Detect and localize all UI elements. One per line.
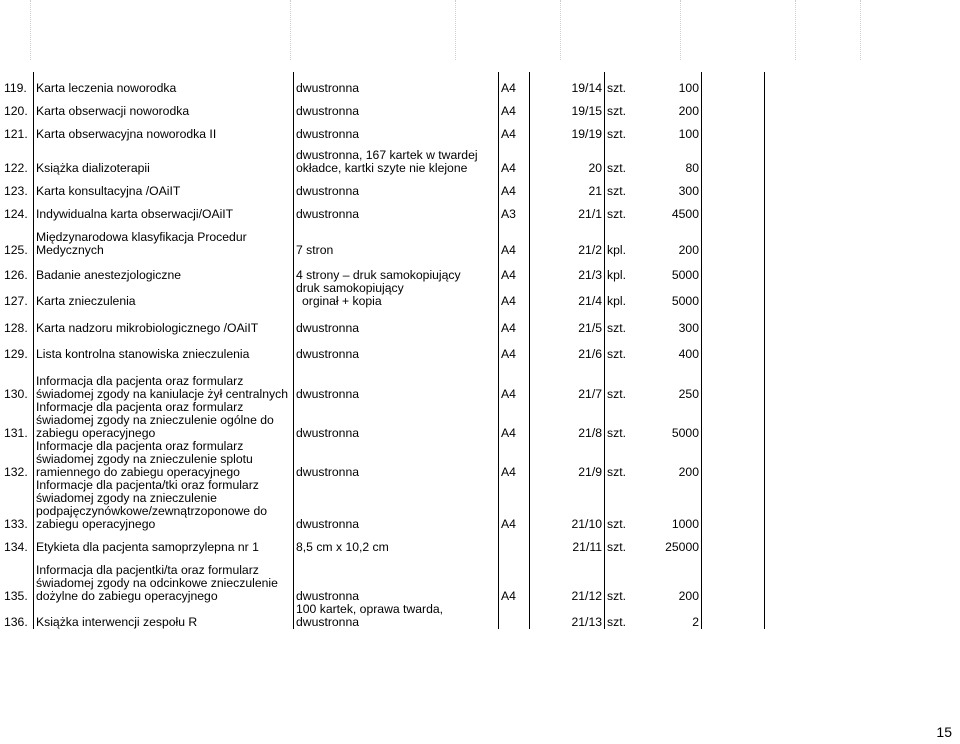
print-spec-text: dwustronna [296,184,360,198]
dotted-guide [290,0,291,60]
quantity: 250 [637,361,702,401]
print-spec-text: dwustronna [296,589,360,603]
empty-cell [765,554,830,603]
table-row [2,141,829,175]
row-number: 130. [2,361,34,401]
quantity: 5000 [637,257,702,282]
print-spec [294,479,499,531]
print-spec-text: 7 stron [296,243,334,257]
empty-cell [702,141,765,175]
row-number: 119. [2,72,34,95]
row-number: 134. [2,531,34,554]
form-code: 21/13 [530,603,605,629]
form-name: Informacje dla pacjenta/tki oraz formularz świadomej zgody na znieczulenie podpajęczynówkowe/zewnątrzoponowe do zabiegu operacyjnego [34,479,294,531]
empty-cell [765,175,830,198]
form-name: Informacje dla pacjenta oraz formularz świadomej zgody na znieczulenie splotu ramiennego do zabiegu operacyjnego [34,440,294,479]
print-spec-text: 100 kartek, oprawa twarda, dwustronna [296,602,444,629]
print-spec [294,221,499,257]
page-number: 15 [936,724,952,740]
print-spec-text: dwustronna [296,517,360,531]
print-spec-text: dwustronna [296,321,360,335]
form-name: Karta obserwacji noworodka [34,95,294,118]
table-row [2,72,829,95]
table-row [2,95,829,118]
quantity: 80 [637,141,702,175]
dotted-guide [560,0,561,60]
print-spec [294,175,499,198]
empty-cell [702,118,765,141]
row-number: 131. [2,401,34,440]
dotted-guide [30,0,31,60]
unit: szt. [607,615,626,629]
empty-cell [702,401,765,440]
table-row [2,335,829,361]
table-row [2,440,829,479]
unit: kpl. [607,294,626,308]
print-spec [294,118,499,141]
row-number: 122. [2,141,34,175]
print-spec-text: dwustronna [296,127,360,141]
form-code: 21/7 [530,361,605,401]
row-number: 136. [2,603,34,629]
form-name: Książka dializoterapii [34,141,294,175]
paper-format: A4 [499,72,530,95]
form-name: Karta konsultacyjna /OAiIT [34,175,294,198]
table-row [2,554,829,603]
dotted-guide [680,0,681,60]
unit: szt. [607,589,626,603]
print-spec [294,282,499,308]
empty-cell [702,198,765,221]
print-spec-text: dwustronna [296,465,360,479]
row-number: 121. [2,118,34,141]
dotted-guide [795,0,796,60]
forms-table [2,72,829,629]
unit: szt. [607,347,626,361]
print-spec-text: dwustronna [296,81,360,95]
paper-format: A4 [499,308,530,335]
paper-format: A4 [499,335,530,361]
quantity: 2 [637,603,702,629]
print-spec [294,554,499,603]
empty-cell [702,531,765,554]
form-code: 21/4 [530,282,605,308]
paper-format: A4 [499,257,530,282]
form-code: 19/19 [530,118,605,141]
row-number: 127. [2,282,34,308]
table-row [2,603,829,629]
unit: szt. [607,127,626,141]
table-row [2,175,829,198]
print-spec [294,257,499,282]
form-name: Międzynarodowa klasyfikacja Procedur Medycznych [34,221,294,257]
print-spec-text: dwustronna [296,347,360,361]
table-row [2,221,829,257]
form-code: 20 [530,141,605,175]
paper-format: A4 [499,401,530,440]
paper-format: A4 [499,440,530,479]
row-number: 129. [2,335,34,361]
form-name: Karta leczenia noworodka [34,72,294,95]
print-spec-text: dwustronna, 167 kartek w twardej okładce, kartki szyte nie klejone [296,148,478,175]
print-spec-text: 4 strony – druk samokopiujący [296,268,461,282]
quantity: 25000 [637,531,702,554]
table-row [2,479,829,531]
dotted-guide [455,0,456,60]
form-code: 21/9 [530,440,605,479]
empty-cell [702,361,765,401]
empty-cell [765,141,830,175]
empty-cell [702,554,765,603]
empty-cell [765,308,830,335]
row-number: 126. [2,257,34,282]
form-code: 21/10 [530,479,605,531]
empty-cell [702,282,765,308]
print-spec [294,603,499,629]
print-spec [294,141,499,175]
quantity: 300 [637,175,702,198]
quantity: 200 [637,95,702,118]
unit: szt. [607,426,626,440]
form-code: 21/8 [530,401,605,440]
form-code: 21/1 [530,198,605,221]
empty-cell [765,531,830,554]
quantity: 300 [637,308,702,335]
empty-cell [702,95,765,118]
unit: kpl. [607,268,626,282]
print-spec [294,531,499,554]
empty-cell [765,95,830,118]
print-spec [294,95,499,118]
table-row [2,282,829,308]
print-spec-text: dwustronna [296,104,360,118]
empty-cell [702,72,765,95]
table-row [2,118,829,141]
empty-cell [765,257,830,282]
row-number: 125. [2,221,34,257]
paper-format: A4 [499,118,530,141]
quantity: 200 [637,554,702,603]
print-spec [294,361,499,401]
empty-cell [765,282,830,308]
quantity: 100 [637,118,702,141]
form-code: 19/15 [530,95,605,118]
empty-cell [702,440,765,479]
table-row [2,531,829,554]
empty-cell [702,257,765,282]
dotted-guide [860,0,861,60]
unit: szt. [607,184,626,198]
quantity: 1000 [637,479,702,531]
empty-cell [765,335,830,361]
form-name: Informacja dla pacjenta oraz formularz świadomej zgody na kaniulacje żył centralnych [34,361,294,401]
form-name: Informacja dla pacjentki/ta oraz formularz świadomej zgody na odcinkowe znieczulenie dożylne do zabiegu operacyjnego [34,554,294,603]
quantity: 5000 [637,282,702,308]
table-row [2,257,829,282]
form-name: Karta znieczulenia [34,282,294,308]
empty-cell [702,308,765,335]
print-spec [294,308,499,335]
print-spec [294,440,499,479]
quantity: 200 [637,440,702,479]
print-spec [294,401,499,440]
quantity: 5000 [637,401,702,440]
unit: szt. [607,321,626,335]
table-row [2,361,829,401]
empty-cell [702,479,765,531]
unit: kpl. [607,243,626,257]
unit: szt. [607,104,626,118]
empty-cell [765,221,830,257]
form-code: 21/12 [530,554,605,603]
form-name: Lista kontrolna stanowiska znieczulenia [34,335,294,361]
form-name: Indywidualna karta obserwacji/OAiIT [34,198,294,221]
print-spec [294,198,499,221]
form-code: 19/14 [530,72,605,95]
empty-cell [765,72,830,95]
print-spec-text: dwustronna [296,207,360,221]
paper-format: A4 [499,95,530,118]
unit: szt. [607,517,626,531]
row-number: 133. [2,479,34,531]
paper-format [499,531,530,554]
table-row [2,401,829,440]
empty-cell [765,603,830,629]
row-number: 132. [2,440,34,479]
unit: szt. [607,387,626,401]
paper-format: A4 [499,282,530,308]
paper-format: A4 [499,141,530,175]
row-number: 128. [2,308,34,335]
form-code: 21/5 [530,308,605,335]
form-code: 21/3 [530,257,605,282]
quantity: 200 [637,221,702,257]
form-name: Karta obserwacyjna noworodka II [34,118,294,141]
print-spec [294,72,499,95]
unit: szt. [607,540,626,554]
print-spec-text: 8,5 cm x 10,2 cm [296,540,389,554]
empty-cell [702,175,765,198]
table-row [2,308,829,335]
empty-cell [702,603,765,629]
paper-format: A4 [499,554,530,603]
form-code: 21 [530,175,605,198]
empty-cell [765,401,830,440]
paper-format: A4 [499,221,530,257]
table-row [2,198,829,221]
quantity: 4500 [637,198,702,221]
form-code: 21/6 [530,335,605,361]
paper-format [499,603,530,629]
form-name: Informacje dla pacjenta oraz formularz świadomej zgody na znieczulenie ogólne do zabiegu operacyjnego [34,401,294,440]
form-code: 21/2 [530,221,605,257]
paper-format: A4 [499,479,530,531]
form-code: 21/11 [530,531,605,554]
unit: szt. [607,81,626,95]
print-spec-text: druk samokopiujący [296,281,404,295]
unit: szt. [607,465,626,479]
empty-cell [765,198,830,221]
empty-cell [765,361,830,401]
row-number: 124. [2,198,34,221]
form-name: Badanie anestezjologiczne [34,257,294,282]
row-number: 123. [2,175,34,198]
print-spec-note: orginał + kopia [302,294,382,308]
empty-cell [702,221,765,257]
form-name: Karta nadzoru mikrobiologicznego /OAiIT [34,308,294,335]
empty-cell [765,479,830,531]
paper-format: A4 [499,361,530,401]
print-spec [294,335,499,361]
empty-cell [702,335,765,361]
row-number: 135. [2,554,34,603]
quantity: 400 [637,335,702,361]
print-spec-text: dwustronna [296,387,360,401]
unit: szt. [607,207,626,221]
paper-format: A3 [499,198,530,221]
empty-cell [765,118,830,141]
form-name: Książka interwencji zespołu R [34,603,294,629]
empty-cell [765,440,830,479]
print-spec-text: dwustronna [296,426,360,440]
quantity: 100 [637,72,702,95]
row-number: 120. [2,95,34,118]
form-name: Etykieta dla pacjenta samoprzylepna nr 1 [34,531,294,554]
paper-format: A4 [499,175,530,198]
unit: szt. [607,161,626,175]
